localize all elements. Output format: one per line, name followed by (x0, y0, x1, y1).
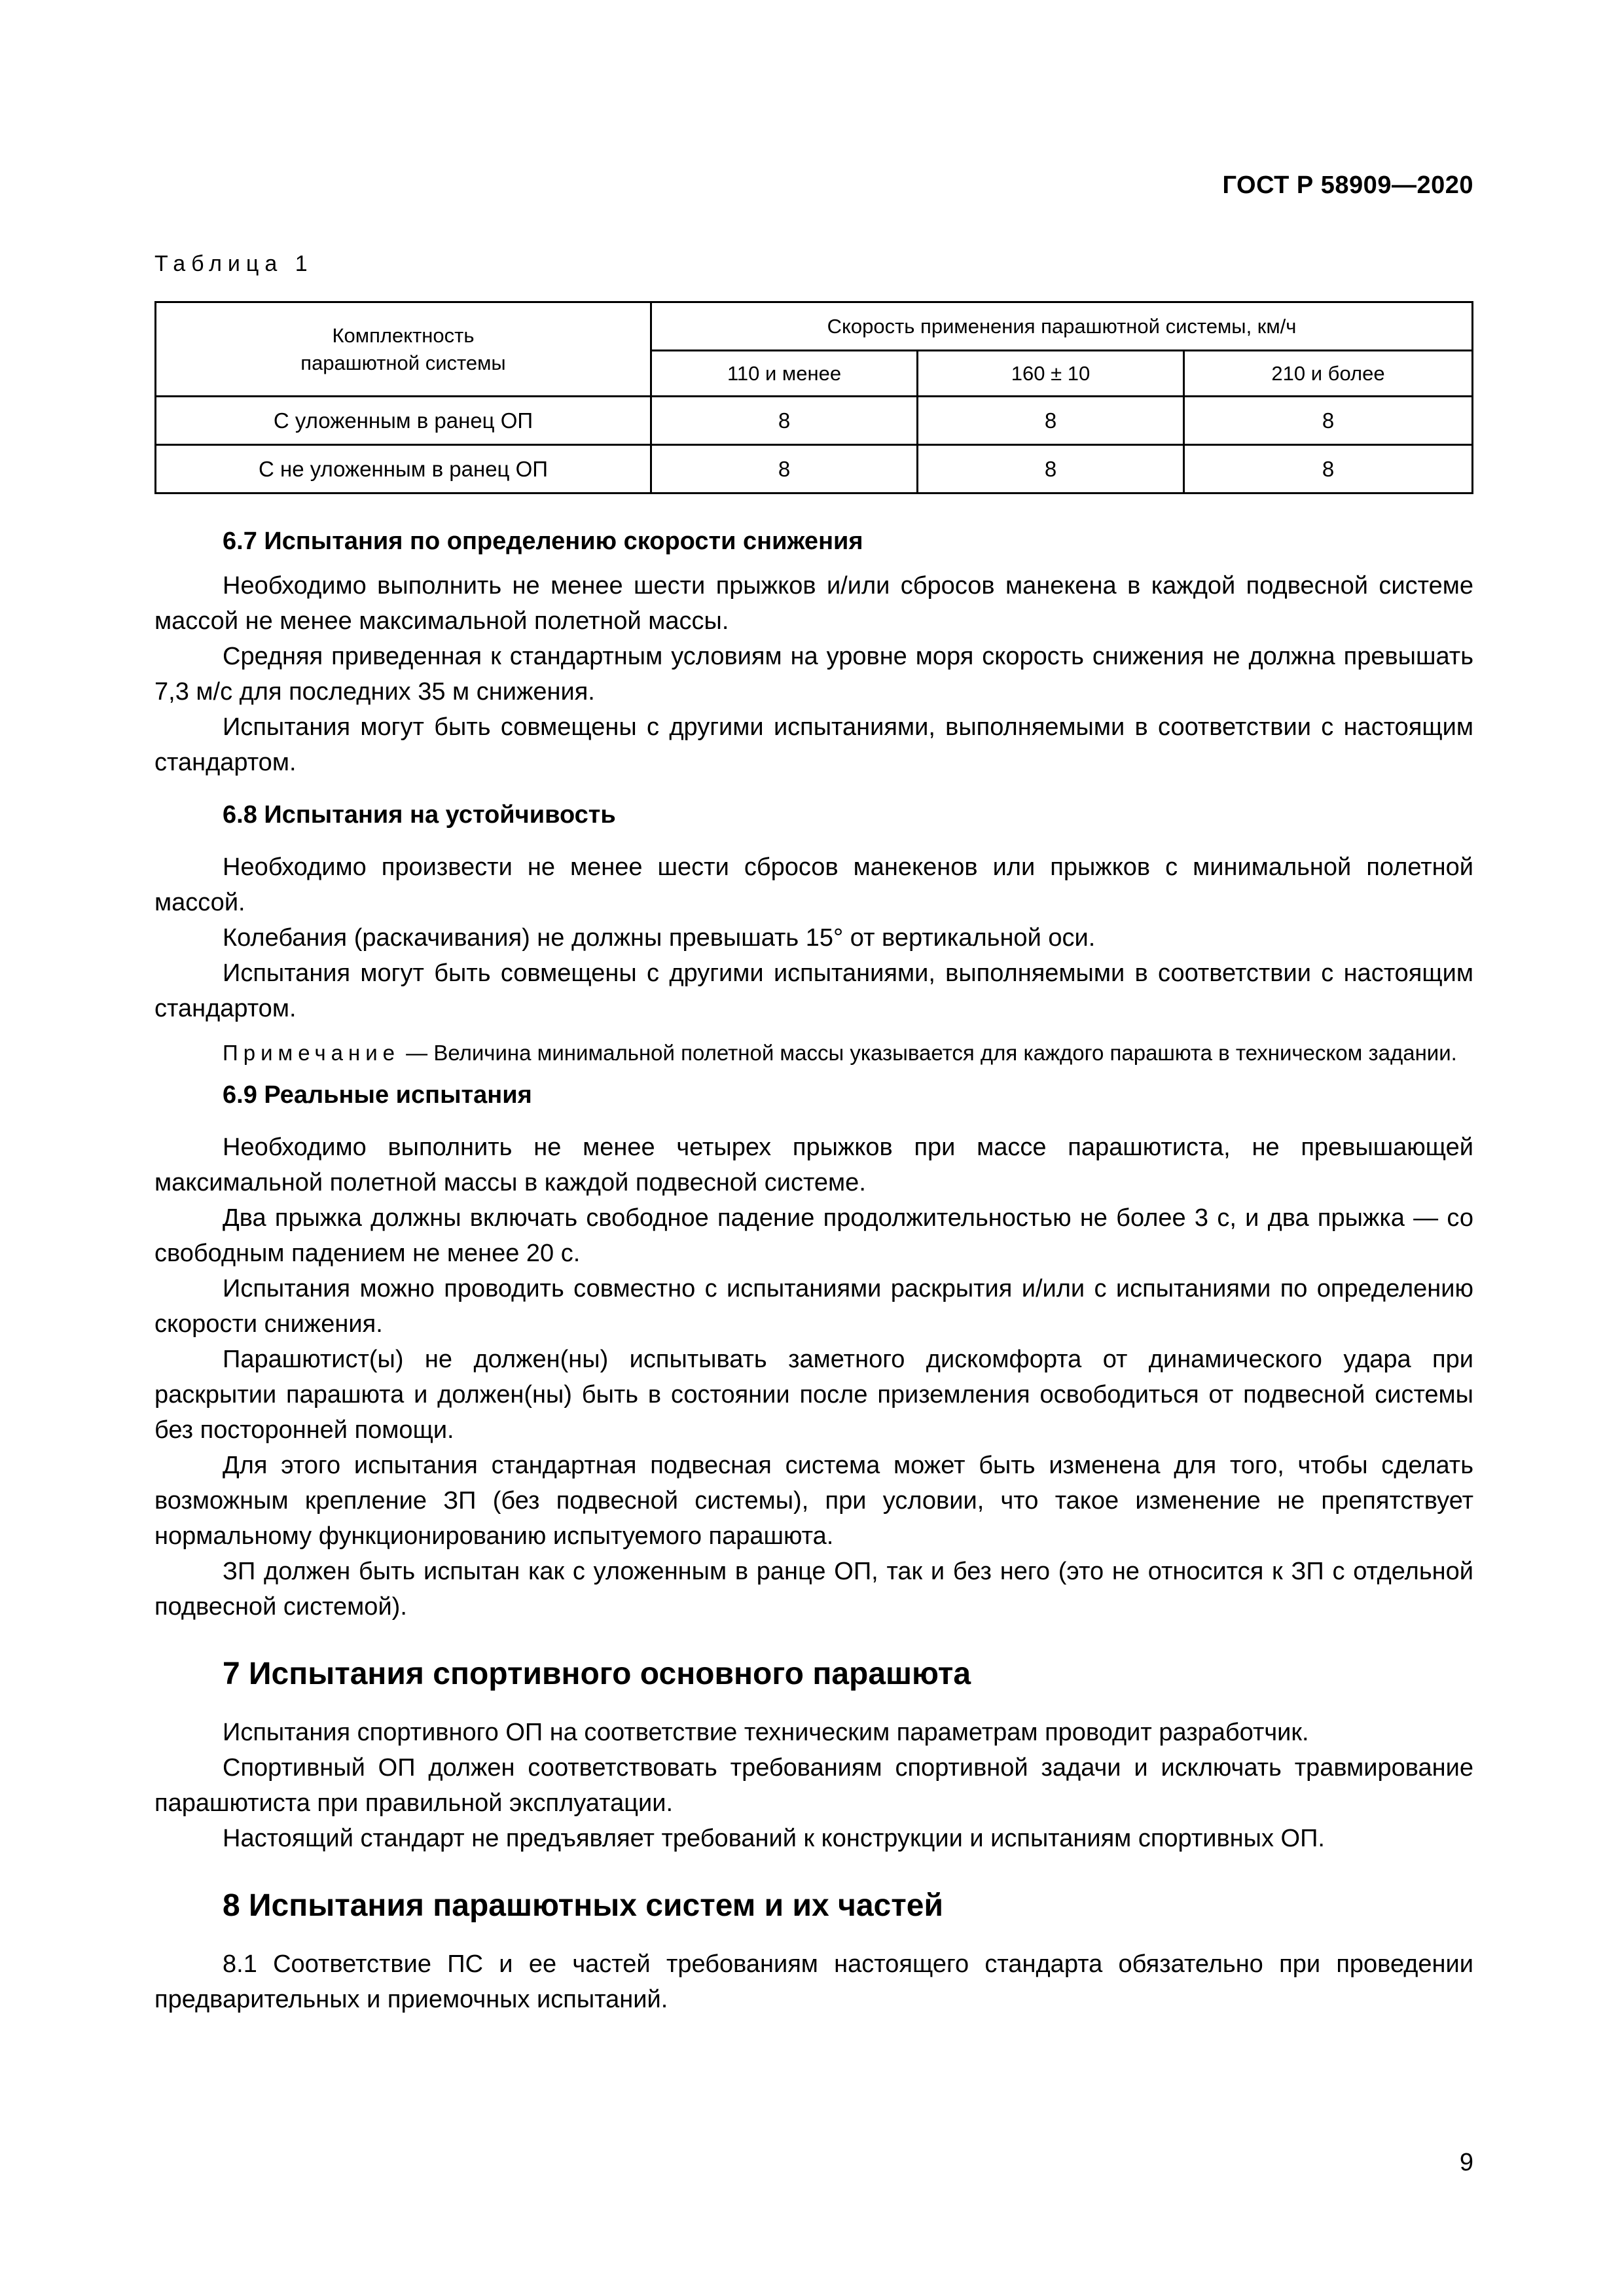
speed-column-header: 110 и менее (651, 351, 918, 397)
paragraph: ЗП должен быть испытан как с уложенным в ранце ОП, так и без него (это не относится к ЗП с отдельной подвесной системой). (154, 1558, 1473, 1621)
table-row (156, 445, 1473, 493)
table-cell: 8 (651, 445, 918, 493)
row-label: С уложенным в ранец ОП (156, 397, 651, 445)
speed-column-header: 160 ± 10 (918, 351, 1184, 397)
row-label: С не уложенным в ранец ОП (156, 445, 651, 493)
document-code: ГОСТ Р 58909—2020 (1222, 171, 1473, 199)
paragraph: Парашютист(ы) не должен(ны) испытывать заметного дискомфорта от динамического удара при раскрытии парашюта и должен(ны) быть в состоянии после приземления освободиться от подвесной системы без посторонней помощи. (154, 1346, 1473, 1444)
paragraph: Настоящий стандарт не предъявляет требований к конструкции и испытаниям спортивных ОП. (223, 1825, 1325, 1852)
speed-column-header: 210 и более (1184, 351, 1473, 397)
paragraph: Испытания спортивного ОП на соответствие техническим параметрам проводит разработчик. (223, 1719, 1309, 1746)
paragraph: Необходимо произвести не менее шести сбросов манекенов или прыжков с минимальной полетной массой. (154, 853, 1473, 916)
paragraph: Средняя приведенная к стандартным условиям на уровне моря скорость снижения не должна превышать 7,3 м/с для последних 35 м снижения. (154, 643, 1473, 706)
paragraph: Колебания (раскачивания) не должны превышать 15° от вертикальной оси. (223, 924, 1096, 952)
table-cell: 8 (918, 445, 1184, 493)
paragraph: Два прыжка должны включать свободное падение продолжительностью не более 3 с, и два прыжка — со свободным падением не менее 20 с. (154, 1204, 1473, 1267)
note (154, 1038, 1473, 1068)
paragraph: Необходимо выполнить не менее шести прыжков и/или сбросов манекена в каждой подвесной системе массой не менее максимальной полетной массы. (154, 572, 1473, 635)
section-6-9-title: 6.9 Реальные испытания (223, 1081, 532, 1109)
table-cell: 8 (1184, 397, 1473, 445)
section-6-8-title: 6.8 Испытания на устойчивость (223, 801, 616, 829)
note-text: — Величина минимальной полетной массы указывается для каждого парашюта в техническом задании. (400, 1041, 1457, 1065)
table-cell: 8 (918, 397, 1184, 445)
paragraph: Необходимо выполнить не менее четырех прыжков при массе парашютиста, не превышающей максимальной полетной массы в каждой подвесной системе. (154, 1134, 1473, 1196)
paragraph: Испытания могут быть совмещены с другими испытаниями, выполняемыми в соответствии с настоящим стандартом. (154, 960, 1473, 1022)
note-label: Примечание (223, 1041, 401, 1065)
section-8-title: 8 Испытания парашютных систем и их частей (223, 1888, 943, 1923)
paragraph: Спортивный ОП должен соответствовать требованиям спортивной задачи и исключать травмирование парашютиста при правильной эксплуатации. (154, 1754, 1473, 1817)
paragraph: Испытания можно проводить совместно с испытаниями раскрытия и/или с испытаниями по определению скорости снижения. (154, 1275, 1473, 1338)
page-number: 9 (1459, 2149, 1473, 2176)
table-cell: 8 (1184, 445, 1473, 493)
table-caption: Таблица 1 (154, 251, 314, 276)
paragraph: Испытания могут быть совмещены с другими испытаниями, выполняемыми в соответствии с настоящим стандартом. (154, 713, 1473, 776)
parachute-test-table (154, 301, 1473, 494)
paragraph: Для этого испытания стандартная подвесная система может быть изменена для того, чтобы сделать возможным крепление ЗП (без подвесной системы), при условии, что такое изменение не препятствует нормальному функционированию испытуемого парашюта. (154, 1452, 1473, 1550)
table-cell: 8 (651, 397, 918, 445)
col-header-completeness: Комплектность парашютной системы (156, 302, 651, 397)
col-header-speed: Скорость применения парашютной системы, км/ч (651, 302, 1473, 351)
section-7-title: 7 Испытания спортивного основного парашюта (223, 1657, 971, 1691)
paragraph: 8.1 Соответствие ПС и ее частей требованиям настоящего стандарта обязательно при проведении предварительных и приемочных испытаний. (154, 1950, 1473, 2013)
document-body (154, 524, 1473, 2017)
table-row (156, 397, 1473, 445)
section-6-7-title: 6.7 Испытания по определению скорости снижения (223, 528, 863, 555)
